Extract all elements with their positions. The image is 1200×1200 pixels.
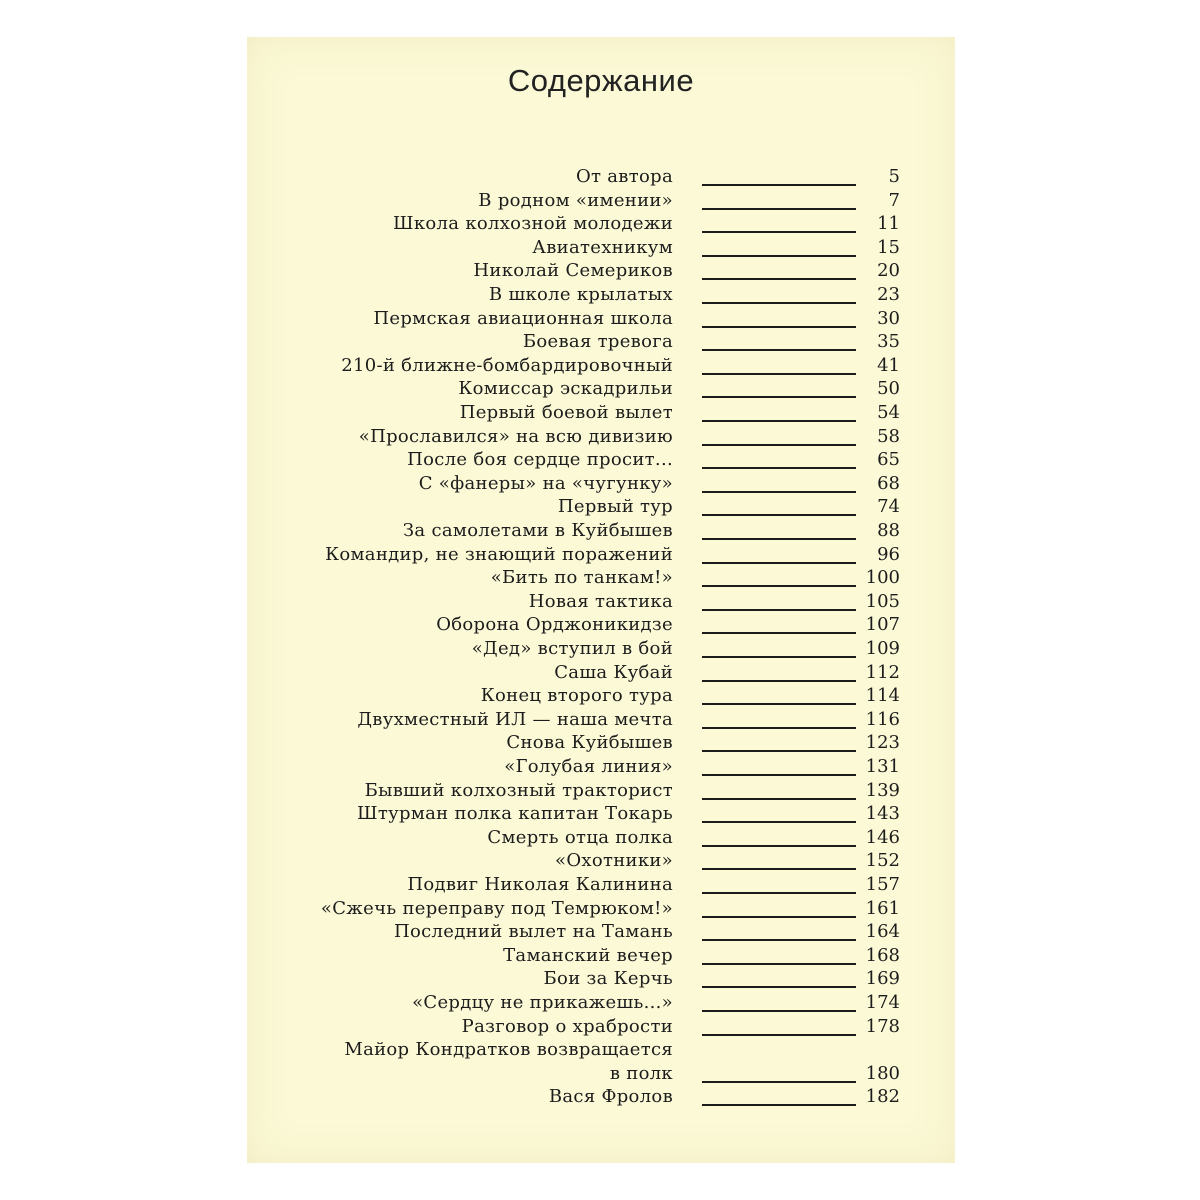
toc-page-number: 157 (865, 874, 900, 895)
toc-entry (247, 684, 955, 708)
toc-entry (247, 637, 955, 661)
toc-entry (247, 755, 955, 779)
toc-entry-title: Первый боевой вылет (459, 402, 673, 423)
toc-page-number: 7 (888, 189, 900, 211)
toc-page-number: 109 (865, 638, 900, 659)
toc-entry (247, 826, 955, 850)
toc-leader-line (702, 467, 856, 469)
toc-leader-line (702, 868, 856, 870)
toc-entry-title: «Бить по танкам!» (490, 567, 673, 589)
toc-entry-title: Двухместный ИЛ — наша мечта (357, 708, 673, 730)
toc-entry-title: Школа колхозной молодежи (393, 213, 673, 235)
toc-entry (247, 401, 955, 425)
toc-page-number: 100 (865, 567, 900, 589)
toc-leader-line (702, 184, 856, 186)
toc-entry-title: 210-й ближне-бомбардировочный (341, 354, 673, 376)
toc-entry (247, 944, 955, 968)
book-page (247, 37, 955, 1163)
toc-leader-line (702, 703, 856, 705)
toc-leader-line (702, 750, 856, 752)
toc-entry-title: Подвиг Николая Калинина (407, 874, 673, 895)
toc-leader-line (702, 798, 856, 800)
toc-page-number: 30 (877, 307, 900, 329)
toc-leader-line (702, 562, 856, 564)
toc-page-number: 178 (865, 1015, 900, 1037)
toc-page-number: 131 (865, 756, 900, 777)
toc-entry-title: «Дед» вступил в бой (471, 638, 673, 659)
toc-page-number: 112 (865, 661, 900, 683)
toc-entry-title: Бои за Керчь (543, 968, 673, 990)
toc-entry-title: «Сжечь переправу под Темрюком!» (320, 897, 673, 919)
toc-entry-title: Саша Кубай (554, 661, 673, 683)
toc-leader-line (702, 278, 856, 280)
toc-entry-title: Николай Семериков (473, 260, 673, 282)
toc-entry-title: Последний вылет на Тамань (394, 921, 673, 943)
toc-page-number: 15 (877, 236, 900, 258)
toc-entry (247, 779, 955, 803)
toc-leader-line (702, 514, 856, 516)
toc-page-number: 88 (877, 520, 900, 541)
toc-page-number: 54 (877, 402, 900, 423)
toc-entry (247, 967, 955, 991)
toc-entry-title: Таманский вечер (503, 944, 673, 966)
toc-entry-title: Штурман полка капитан Токарь (357, 803, 673, 825)
toc-entry-title-continued: в полк (609, 1063, 673, 1085)
toc-entry (247, 354, 955, 378)
toc-entry (247, 566, 955, 590)
toc-entry (247, 165, 955, 189)
toc-entry-title: Первый тур (557, 496, 673, 518)
toc-entry (247, 377, 955, 401)
toc-entry-title: «Охотники» (555, 850, 673, 872)
toc-entry-title: Конец второго тура (480, 685, 673, 707)
toc-page-number: 35 (877, 331, 900, 353)
toc-entry (247, 283, 955, 307)
toc-leader-line (702, 963, 856, 965)
toc-entry (247, 448, 955, 472)
toc-leader-line (702, 326, 856, 328)
toc-page-number: 123 (865, 732, 900, 754)
toc-entry (247, 590, 955, 614)
toc-entry (247, 425, 955, 449)
toc-page-number: 139 (865, 779, 900, 801)
toc-page-number: 74 (877, 496, 900, 518)
toc-leader-line (702, 632, 856, 634)
toc-leader-line (702, 892, 856, 894)
toc-leader-line (702, 349, 856, 351)
toc-leader-line (702, 538, 856, 540)
toc-entry (247, 731, 955, 755)
toc-entry (247, 661, 955, 685)
toc-entry (247, 1015, 955, 1039)
toc-entry-title: Авиатехникум (532, 236, 673, 258)
toc-entry-title: Пермская авиационная школа (373, 307, 673, 329)
toc-page-number: 65 (877, 449, 900, 471)
toc-entry-title: Боевая тревога (522, 331, 673, 353)
toc-leader-line (702, 727, 856, 729)
toc-leader-line (702, 1010, 856, 1012)
toc-entry (247, 495, 955, 519)
toc-entry-title: В школе крылатых (488, 284, 673, 305)
toc-entry-title: Вася Фролов (548, 1086, 673, 1108)
toc-page-number: 114 (865, 685, 900, 707)
toc-leader-line (702, 774, 856, 776)
toc-page-number: 96 (877, 543, 900, 565)
toc-leader-line (702, 396, 856, 398)
toc-page-number: 20 (877, 260, 900, 282)
toc-leader-line (702, 444, 856, 446)
toc-entry (247, 920, 955, 944)
toc-leader-line (702, 302, 856, 304)
toc-leader-line (702, 656, 856, 658)
toc-page-number: 105 (865, 590, 900, 612)
toc-entry-title: Бывший колхозный тракторист (364, 779, 673, 801)
toc-leader-line (702, 231, 856, 233)
toc-leader-line (702, 420, 856, 422)
toc-entry-title: Разговор о храбрости (461, 1015, 673, 1037)
toc-entry-title: Комиссар эскадрильи (458, 378, 673, 400)
toc-leader-line (702, 939, 856, 941)
toc-entry (247, 472, 955, 496)
toc-entry-title: Снова Куйбышев (506, 732, 673, 754)
toc-leader-line (702, 986, 856, 988)
toc-entry (247, 519, 955, 543)
toc-page-number: 161 (865, 897, 900, 919)
toc-entry-title: «Прославился» на всю дивизию (358, 425, 673, 447)
toc-leader-line (702, 916, 856, 918)
toc-leader-line (702, 1104, 856, 1106)
toc-page-number: 23 (877, 284, 900, 305)
toc-leader-line (702, 845, 856, 847)
toc-entry (247, 802, 955, 826)
toc-page-number: 146 (865, 826, 900, 848)
toc-leader-line (702, 609, 856, 611)
toc-entry-title: Майор Кондратков возвращается (344, 1039, 673, 1061)
toc-leader-line (702, 821, 856, 823)
toc-entry-title: За самолетами в Куйбышев (402, 520, 673, 541)
toc-entry-title: «Голубая линия» (504, 756, 673, 777)
toc-entry-title: «Сердцу не прикажешь...» (412, 992, 673, 1013)
toc-entry-title: В родном «имении» (478, 189, 673, 211)
toc-entry (247, 1038, 955, 1086)
toc-leader-line (702, 491, 856, 493)
toc-leader-line (702, 373, 856, 375)
toc-leader-line (702, 255, 856, 257)
toc-page-number: 180 (865, 1063, 900, 1085)
toc-page-number: 182 (865, 1086, 900, 1108)
toc-page-number: 174 (865, 992, 900, 1013)
toc-page-number: 164 (865, 921, 900, 943)
toc-page-number: 41 (877, 354, 900, 376)
toc-entry (247, 897, 955, 921)
toc-entry-title: Смерть отца полка (487, 826, 673, 848)
toc-entry (247, 236, 955, 260)
toc-leader-line (702, 208, 856, 210)
toc-entry-title: Новая тактика (528, 590, 673, 612)
toc-entry (247, 189, 955, 213)
toc-entry (247, 330, 955, 354)
toc-leader-line (702, 585, 856, 587)
toc-page-number: 169 (865, 968, 900, 990)
toc-page-number: 5 (888, 166, 900, 187)
toc-leader-line (702, 1081, 856, 1083)
toc-entry (247, 613, 955, 637)
toc-entry-title: После боя сердце просит... (407, 449, 673, 471)
page-title: Содержание (507, 63, 695, 98)
toc-entry (247, 991, 955, 1015)
toc-entry (247, 873, 955, 897)
toc-entry-title: От автора (575, 166, 673, 187)
toc-page-number: 168 (865, 944, 900, 966)
toc-leader-line (702, 680, 856, 682)
toc-entry (247, 307, 955, 331)
toc-page-number: 152 (865, 850, 900, 872)
toc-entry-title: С «фанеры» на «чугунку» (418, 472, 673, 494)
toc-entry (247, 849, 955, 873)
toc-entry-title: Командир, не знающий поражений (325, 543, 673, 565)
toc-page-number: 68 (877, 472, 900, 494)
toc-page-number: 107 (865, 614, 900, 636)
toc-page-number: 50 (877, 378, 900, 400)
toc-entry (247, 259, 955, 283)
toc-page-number: 58 (877, 425, 900, 447)
toc-page-number: 143 (865, 803, 900, 825)
toc-page-number: 11 (877, 213, 900, 235)
toc-entry (247, 543, 955, 567)
toc-leader-line (702, 1034, 856, 1036)
toc-entry (247, 212, 955, 236)
toc-entry-title: Оборона Орджоникидзе (436, 614, 673, 636)
toc-entry (247, 708, 955, 732)
toc-entry (247, 1085, 955, 1109)
toc-page-number: 116 (865, 708, 900, 730)
